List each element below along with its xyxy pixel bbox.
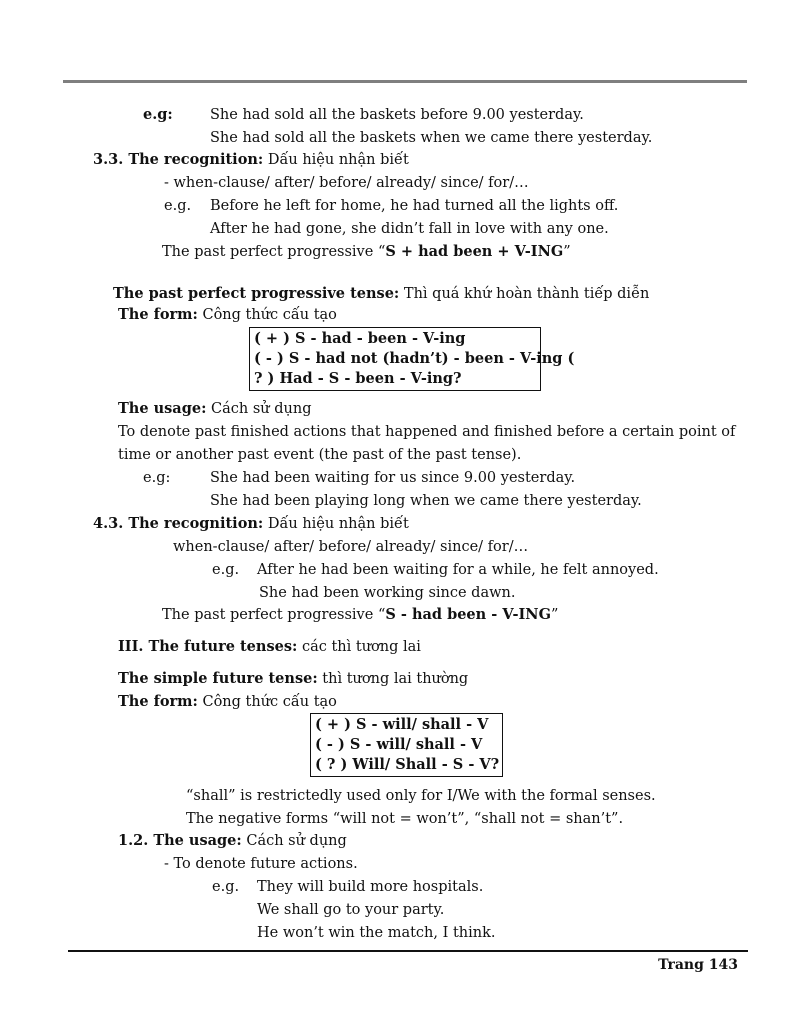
tense-title: The simple future tense: thì tương lai thường — [118, 670, 469, 687]
example-sentence: She had sold all the baskets before 9.00 yesterday. — [210, 107, 584, 123]
formula-positive: ( + ) S - will/ shall - V — [315, 716, 489, 733]
tense-title: The past perfect progressive tense: Thì quá khứ hoàn thành tiếp diễn — [113, 285, 650, 302]
formula-line: The past perfect progressive “S + had been + V-ING” — [162, 243, 571, 260]
example-label: e.g: — [143, 106, 173, 123]
form-heading: The form: Công thức cấu tạo — [118, 306, 337, 323]
formula-question: ( ? ) Will/ Shall - S - V? — [315, 756, 500, 773]
example-sentence: Before he left for home, he had turned all the lights off. — [210, 198, 619, 214]
usage-heading: 1.2. The usage: Cách sử dụng — [118, 832, 347, 849]
example-sentence: We shall go to your party. — [257, 902, 445, 918]
usage-heading: The usage: Cách sử dụng — [118, 400, 312, 417]
example-label: e.g. — [164, 198, 192, 214]
example-label: e.g. — [212, 562, 240, 578]
formula-line: The past perfect progressive “S - had been - V-ING” — [162, 606, 559, 623]
recognition-heading: 3.3. The recognition: Dấu hiệu nhận biết — [93, 151, 409, 168]
example-sentence: They will build more hospitals. — [257, 879, 484, 895]
signal-words: when-clause/ after/ before/ already/ since/ for/… — [173, 539, 529, 555]
formula-negative: ( - ) S - will/ shall - V — [315, 736, 483, 753]
usage-text: To denote past finished actions that happened and finished before a certain point of — [118, 424, 736, 440]
usage-text: time or another past event (the past of the past tense). — [118, 447, 522, 463]
formula-question: ? ) Had - S - been - V-ing? — [254, 370, 462, 387]
example-sentence: She had been working since dawn. — [259, 585, 516, 601]
usage-text: - To denote future actions. — [164, 856, 358, 872]
formula-box — [310, 713, 503, 777]
example-sentence: She had sold all the baskets when we came there yesterday. — [210, 130, 653, 146]
recognition-heading: 4.3. The recognition: Dấu hiệu nhận biết — [93, 515, 409, 532]
note-text: The negative forms “will not = won’t”, “shall not = shan’t”. — [186, 811, 624, 827]
section-heading: III. The future tenses: các thì tương lai — [118, 638, 421, 655]
example-sentence: She had been playing long when we came there yesterday. — [210, 493, 642, 509]
form-heading: The form: Công thức cấu tạo — [118, 693, 337, 710]
footer-rule — [68, 950, 748, 952]
example-sentence: After he had been waiting for a while, he felt annoyed. — [257, 562, 659, 578]
example-label: e.g. — [212, 879, 240, 895]
note-text: “shall” is restrictedly used only for I/We with the formal senses. — [186, 788, 656, 804]
formula-box — [249, 327, 575, 391]
formula-positive: ( + ) S - had - been - V-ing — [254, 330, 466, 347]
example-sentence: After he had gone, she didn’t fall in love with any one. — [210, 221, 609, 237]
example-sentence: He won’t win the match, I think. — [257, 925, 496, 941]
example-label: e.g: — [143, 470, 171, 486]
example-sentence: She had been waiting for us since 9.00 yesterday. — [210, 470, 576, 486]
signal-words: - when-clause/ after/ before/ already/ since/ for/… — [164, 175, 529, 191]
page-number: Trang 143 — [658, 957, 738, 973]
header-rule — [63, 80, 747, 83]
formula-negative: ( - ) S - had not (hadn’t) - been - V-ing ( — [254, 350, 575, 367]
